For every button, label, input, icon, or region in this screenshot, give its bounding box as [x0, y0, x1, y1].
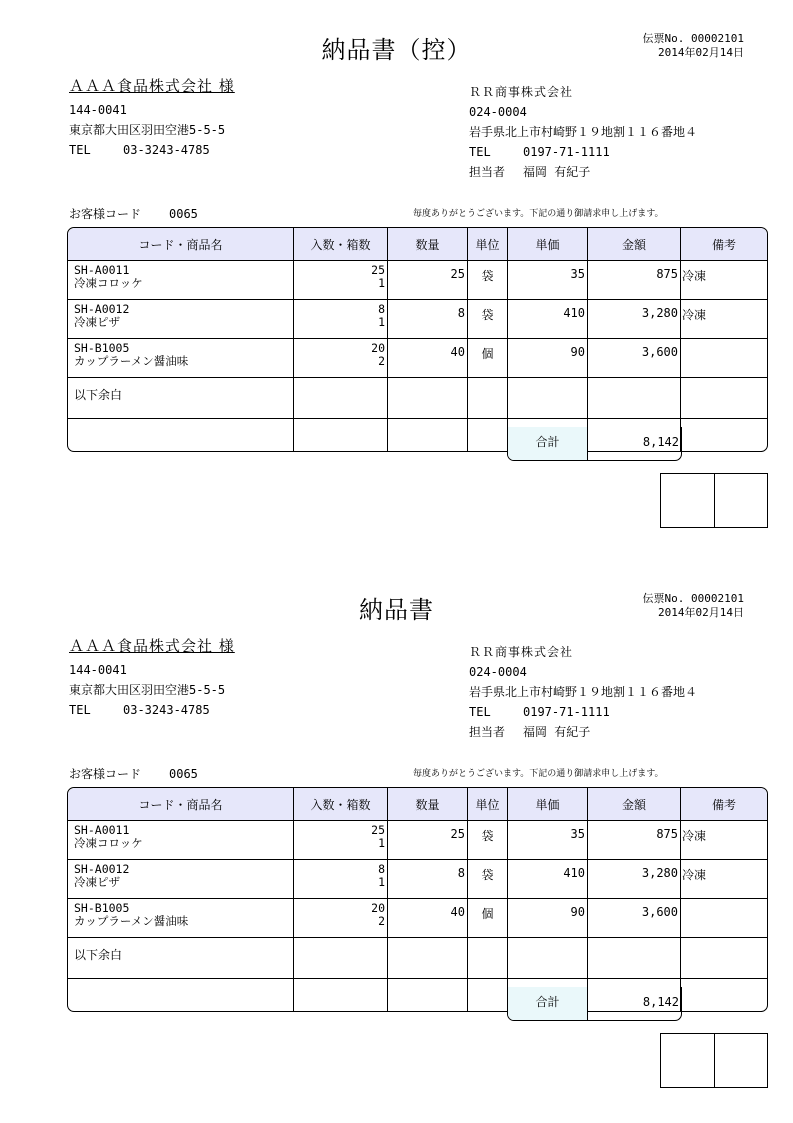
customer-block [69, 75, 235, 160]
vendor-tel-value: 0197-71-1111 [523, 705, 610, 719]
item-per-box [294, 899, 388, 938]
item-boxes-value: 1 [378, 276, 385, 290]
item-qty: 40 [388, 339, 468, 378]
greeting-text: 毎度ありがとうございます。下記の通り御請求申し上げます。 [413, 769, 664, 779]
empty-cell [681, 419, 767, 451]
slip-title: 納品書 [359, 596, 434, 624]
table-row [68, 339, 767, 378]
table-row-remainder [68, 938, 767, 979]
item-price: 35 [508, 821, 588, 860]
customer-tel [69, 140, 235, 160]
vendor-tel [469, 142, 697, 162]
customer-address: 東京都大田区羽田空港5-5-5 [69, 123, 226, 137]
remainder-text: 以下余白 [68, 938, 294, 979]
customer-tel-label: TEL [69, 143, 91, 157]
item-note [681, 899, 767, 938]
item-amount: 3,280 [588, 300, 681, 339]
item-code: SH-B1005 [74, 341, 130, 355]
customer-tel-label: TEL [69, 703, 91, 717]
item-price: 90 [508, 339, 588, 378]
empty-cell [388, 979, 468, 1011]
customer-name: ＡＡＡ食品株式会社 様 [69, 77, 235, 95]
vendor-staff-value: 福岡 有紀子 [523, 165, 591, 179]
item-per-box [294, 339, 388, 378]
customer-postal: 144-0041 [69, 663, 127, 677]
empty-cell [681, 938, 767, 979]
empty-cell [508, 938, 588, 979]
total-label: 合計 [508, 987, 588, 1020]
item-price: 410 [508, 860, 588, 899]
total-value: 8,142 [642, 435, 679, 449]
item-code-name [68, 339, 294, 378]
remainder-text: 以下余白 [68, 378, 294, 419]
item-per-box [294, 821, 388, 860]
item-name: 冷凍コロッケ [74, 276, 143, 290]
item-amount: 3,600 [588, 339, 681, 378]
item-boxes-value: 2 [378, 914, 385, 928]
vendor-tel-label: TEL [469, 705, 491, 719]
stamp-box [715, 474, 768, 527]
header-price: 単価 [508, 788, 588, 821]
item-code: SH-A0012 [74, 862, 130, 876]
customer-code-label: お客様コード [69, 767, 142, 781]
item-qty: 40 [388, 899, 468, 938]
item-price: 410 [508, 300, 588, 339]
item-code: SH-A0011 [74, 823, 130, 837]
header-unit: 単位 [468, 228, 508, 261]
vendor-tel-label: TEL [469, 145, 491, 159]
vendor-tel [469, 702, 697, 722]
item-qty: 25 [388, 261, 468, 300]
item-per-box-value: 20 [371, 901, 385, 915]
item-note [681, 339, 767, 378]
item-code: SH-A0011 [74, 263, 130, 277]
table-row [68, 860, 767, 899]
customer-block [69, 635, 235, 720]
item-amount: 3,600 [588, 899, 681, 938]
vendor-staff-value: 福岡 有紀子 [523, 725, 591, 739]
empty-cell [68, 979, 294, 1011]
header-per-box: 入数・箱数 [294, 228, 388, 261]
stamp-box [661, 474, 715, 527]
header-qty: 数量 [388, 228, 468, 261]
item-per-box [294, 860, 388, 899]
item-amount: 875 [588, 261, 681, 300]
customer-tel-value: 03-3243-4785 [123, 703, 210, 717]
empty-cell [68, 419, 294, 451]
table-row [68, 821, 767, 860]
vendor-name: ＲＲ商事株式会社 [469, 85, 574, 99]
total-label: 合計 [508, 427, 588, 460]
slip-number-block [643, 592, 744, 620]
item-per-box-value: 8 [378, 302, 385, 316]
header-code-name: コード・商品名 [68, 228, 294, 261]
empty-cell [681, 378, 767, 419]
item-boxes-value: 1 [378, 315, 385, 329]
empty-cell [294, 938, 388, 979]
vendor-staff [469, 162, 697, 182]
item-code: SH-B1005 [74, 901, 130, 915]
empty-cell [468, 938, 508, 979]
empty-cell [388, 378, 468, 419]
header-amount: 金額 [588, 788, 681, 821]
item-code-name [68, 261, 294, 300]
item-name: 冷凍ピザ [74, 875, 120, 889]
item-unit: 袋 [468, 300, 508, 339]
delivery-slip-copy [0, 0, 793, 560]
stamp-boxes [660, 473, 768, 528]
item-note: 冷凍 [681, 261, 767, 300]
customer-code-value: 0065 [169, 207, 198, 221]
empty-cell [294, 419, 388, 451]
item-price: 90 [508, 899, 588, 938]
vendor-staff-label: 担当者 [469, 725, 506, 739]
item-per-box-value: 25 [371, 263, 385, 277]
item-code-name [68, 300, 294, 339]
item-name: 冷凍ピザ [74, 315, 120, 329]
vendor-postal: 024-0004 [469, 665, 527, 679]
stamp-box [661, 1034, 715, 1087]
item-unit: 袋 [468, 821, 508, 860]
item-code-name [68, 821, 294, 860]
item-per-box-value: 8 [378, 862, 385, 876]
stamp-boxes [660, 1033, 768, 1088]
header-price: 単価 [508, 228, 588, 261]
item-unit: 袋 [468, 261, 508, 300]
table-header-row [68, 228, 767, 261]
customer-address: 東京都大田区羽田空港5-5-5 [69, 683, 226, 697]
slip-number-block [643, 32, 744, 60]
item-code: SH-A0012 [74, 302, 130, 316]
empty-cell [294, 378, 388, 419]
total-box [507, 427, 682, 461]
slip-date: 2014年02月14日 [658, 46, 744, 59]
empty-cell [388, 419, 468, 451]
item-qty: 25 [388, 821, 468, 860]
items-table [67, 227, 768, 452]
item-price: 35 [508, 261, 588, 300]
vendor-staff-label: 担当者 [469, 165, 506, 179]
item-code-name [68, 899, 294, 938]
customer-postal: 144-0041 [69, 103, 127, 117]
empty-cell [388, 938, 468, 979]
slip-number: 伝票No. 00002101 [642, 32, 744, 45]
customer-code [69, 205, 198, 222]
vendor-address: 岩手県北上市村崎野１９地割１１６番地４ [469, 125, 698, 139]
item-qty: 8 [388, 300, 468, 339]
vendor-postal: 024-0004 [469, 105, 527, 119]
vendor-address: 岩手県北上市村崎野１９地割１１６番地４ [469, 685, 698, 699]
item-name: カップラーメン醤油味 [74, 914, 189, 928]
empty-cell [468, 378, 508, 419]
vendor-block [469, 82, 697, 182]
customer-code-value: 0065 [169, 767, 198, 781]
item-boxes-value: 2 [378, 354, 385, 368]
vendor-tel-value: 0197-71-1111 [523, 145, 610, 159]
slip-number: 伝票No. 00002101 [642, 592, 744, 605]
item-name: 冷凍コロッケ [74, 836, 143, 850]
item-per-box-value: 20 [371, 341, 385, 355]
header-per-box: 入数・箱数 [294, 788, 388, 821]
empty-cell [588, 378, 681, 419]
header-unit: 単位 [468, 788, 508, 821]
table-row [68, 300, 767, 339]
customer-code [69, 765, 198, 782]
total-value: 8,142 [642, 995, 679, 1009]
item-note: 冷凍 [681, 821, 767, 860]
item-unit: 個 [468, 339, 508, 378]
greeting-text: 毎度ありがとうございます。下記の通り御請求申し上げます。 [413, 209, 664, 219]
slip-title: 納品書（控） [321, 36, 472, 64]
header-amount: 金額 [588, 228, 681, 261]
vendor-block [469, 642, 697, 742]
empty-cell [468, 419, 508, 451]
total-box [507, 987, 682, 1021]
table-row [68, 261, 767, 300]
empty-cell [508, 378, 588, 419]
item-amount: 875 [588, 821, 681, 860]
customer-name: ＡＡＡ食品株式会社 様 [69, 637, 235, 655]
item-note: 冷凍 [681, 300, 767, 339]
item-name: カップラーメン醤油味 [74, 354, 189, 368]
item-boxes-value: 1 [378, 836, 385, 850]
item-amount: 3,280 [588, 860, 681, 899]
item-code-name [68, 860, 294, 899]
table-row [68, 899, 767, 938]
item-per-box [294, 300, 388, 339]
table-row-remainder [68, 378, 767, 419]
header-qty: 数量 [388, 788, 468, 821]
empty-cell [468, 979, 508, 1011]
header-note: 備考 [681, 788, 767, 821]
empty-cell [294, 979, 388, 1011]
slip-date: 2014年02月14日 [658, 606, 744, 619]
empty-cell [588, 938, 681, 979]
item-per-box [294, 261, 388, 300]
delivery-slip [0, 560, 793, 1120]
vendor-staff [469, 722, 697, 742]
vendor-name: ＲＲ商事株式会社 [469, 645, 574, 659]
item-boxes-value: 1 [378, 875, 385, 889]
customer-tel [69, 700, 235, 720]
item-unit: 個 [468, 899, 508, 938]
header-note: 備考 [681, 228, 767, 261]
items-table [67, 787, 768, 1012]
stamp-box [715, 1034, 768, 1087]
header-code-name: コード・商品名 [68, 788, 294, 821]
table-header-row [68, 788, 767, 821]
item-note: 冷凍 [681, 860, 767, 899]
item-qty: 8 [388, 860, 468, 899]
item-unit: 袋 [468, 860, 508, 899]
customer-code-label: お客様コード [69, 207, 142, 221]
customer-tel-value: 03-3243-4785 [123, 143, 210, 157]
item-per-box-value: 25 [371, 823, 385, 837]
empty-cell [681, 979, 767, 1011]
